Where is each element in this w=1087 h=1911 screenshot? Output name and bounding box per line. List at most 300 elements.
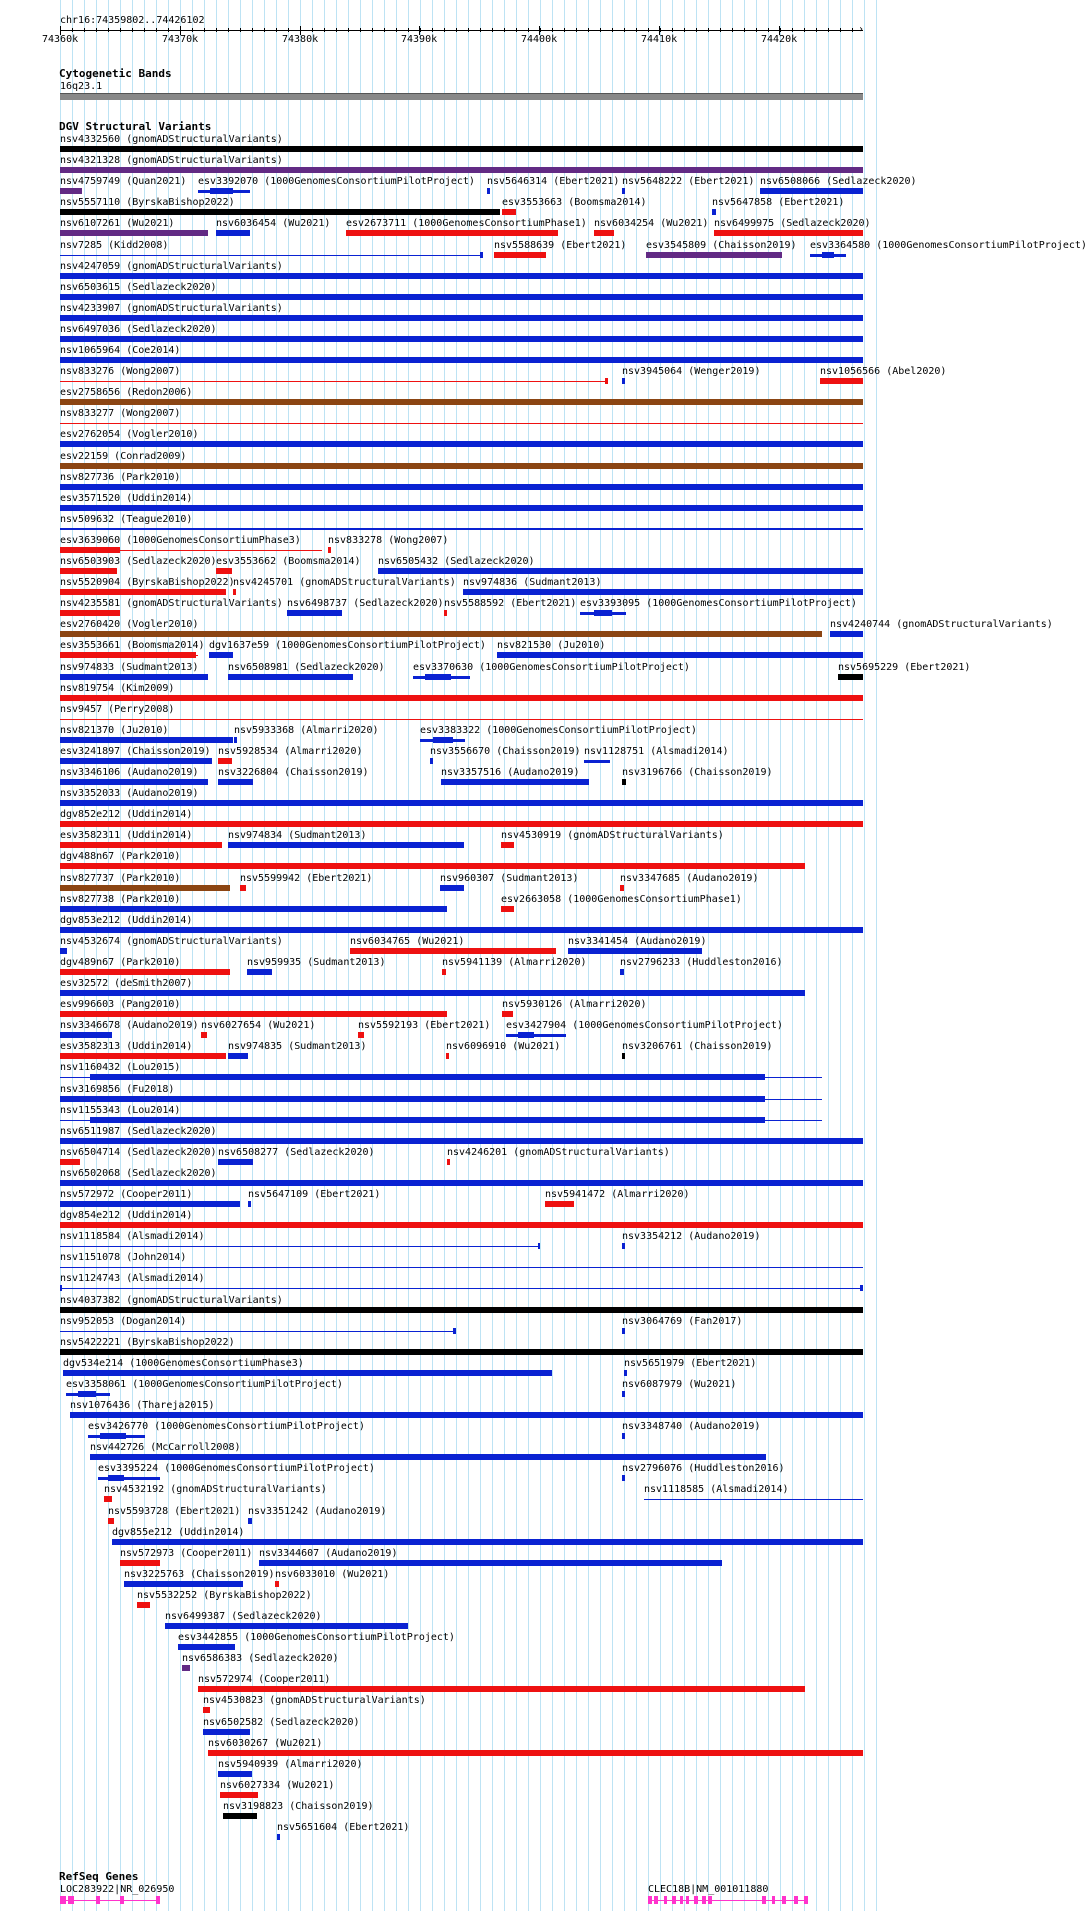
variant-label[interactable]: nsv6503903 (Sedlazeck2020)	[60, 556, 217, 567]
variant-bar[interactable]	[622, 779, 626, 785]
variant-label[interactable]: nsv1155343 (Lou2014)	[60, 1105, 181, 1116]
variant-bar[interactable]	[90, 1454, 766, 1460]
variant-label[interactable]: esv32572 (deSmith2007)	[60, 978, 193, 989]
variant-bar[interactable]	[346, 230, 558, 236]
variant-bar[interactable]	[60, 568, 117, 574]
variant-label[interactable]: esv3395224 (1000GenomesConsortiumPilotProject)	[98, 1463, 375, 1474]
gene-exon[interactable]	[708, 1896, 712, 1904]
variant-label[interactable]: nsv509632 (Teague2010)	[60, 514, 193, 525]
variant-bar[interactable]	[506, 1034, 566, 1037]
variant-bar[interactable]	[545, 1201, 574, 1207]
variant-bar[interactable]	[216, 568, 232, 574]
variant-label[interactable]: nsv6027654 (Wu2021)	[201, 1020, 316, 1031]
variant-bar[interactable]	[430, 758, 433, 764]
variant-label[interactable]: nsv974836 (Sudmant2013)	[463, 577, 602, 588]
variant-bar[interactable]	[60, 1201, 240, 1207]
variant-bar[interactable]	[220, 1792, 258, 1798]
variant-label[interactable]: nsv6504714 (Sedlazeck2020)	[60, 1147, 217, 1158]
variant-bar[interactable]	[60, 423, 863, 424]
variant-bar[interactable]	[425, 674, 451, 680]
variant-bar[interactable]	[60, 315, 863, 321]
variant-bar[interactable]	[60, 1138, 863, 1144]
variant-bar[interactable]	[568, 948, 702, 954]
variant-bar[interactable]	[60, 441, 863, 447]
variant-label[interactable]: nsv5940939 (Almarri2020)	[218, 1759, 363, 1770]
variant-label[interactable]: dgv853e212 (Uddin2014)	[60, 915, 193, 926]
variant-bar[interactable]	[247, 969, 272, 975]
variant-bar[interactable]	[60, 842, 222, 848]
variant-label[interactable]: esv22159 (Conrad2009)	[60, 451, 187, 462]
variant-label[interactable]: nsv5592193 (Ebert2021)	[358, 1020, 491, 1031]
variant-bar[interactable]	[605, 378, 608, 384]
variant-bar[interactable]	[584, 760, 610, 763]
gene-exon[interactable]	[120, 1896, 124, 1904]
variant-bar[interactable]	[463, 589, 863, 595]
variant-bar[interactable]	[218, 779, 253, 785]
variant-label[interactable]: nsv7285 (Kidd2008)	[60, 240, 169, 251]
variant-bar[interactable]	[201, 1032, 207, 1038]
variant-bar[interactable]	[60, 381, 608, 382]
gene-exon[interactable]	[794, 1896, 798, 1904]
variant-label[interactable]: nsv821530 (Ju2010)	[497, 640, 606, 651]
variant-label[interactable]: nsv1151078 (John2014)	[60, 1252, 187, 1263]
refseq-gene-label-clec18b[interactable]: CLEC18B|NM_001011880	[648, 1884, 769, 1895]
variant-bar[interactable]	[203, 1729, 250, 1735]
variant-bar[interactable]	[624, 1370, 627, 1376]
variant-label[interactable]: nsv5930126 (Almarri2020)	[502, 999, 647, 1010]
variant-bar[interactable]	[60, 589, 226, 595]
variant-label[interactable]: nsv6502068 (Sedlazeck2020)	[60, 1168, 217, 1179]
gene-exon[interactable]	[680, 1896, 683, 1904]
variant-label[interactable]: nsv6027334 (Wu2021)	[220, 1780, 335, 1791]
variant-bar[interactable]	[622, 1053, 625, 1059]
variant-bar[interactable]	[60, 146, 863, 152]
variant-bar[interactable]	[90, 1117, 765, 1123]
variant-label[interactable]: nsv3556670 (Chaisson2019)	[430, 746, 581, 757]
variant-bar[interactable]	[538, 1243, 540, 1249]
variant-label[interactable]: nsv1128751 (Alsmadi2014)	[584, 746, 729, 757]
variant-bar[interactable]	[216, 230, 250, 236]
variant-label[interactable]: dgv855e212 (Uddin2014)	[112, 1527, 245, 1538]
variant-bar[interactable]	[646, 252, 782, 258]
variant-label[interactable]: nsv5557110 (ByrskaBishop2022)	[60, 197, 235, 208]
variant-label[interactable]: nsv960307 (Sudmant2013)	[440, 873, 579, 884]
variant-bar[interactable]	[820, 378, 863, 384]
variant-bar[interactable]	[378, 568, 863, 574]
variant-bar[interactable]	[60, 1307, 863, 1313]
variant-label[interactable]: nsv2796233 (Huddleston2016)	[620, 957, 783, 968]
variant-label[interactable]: nsv6499975 (Sedlazeck2020)	[714, 218, 871, 229]
variant-label[interactable]: esv996603 (Pang2010)	[60, 999, 181, 1010]
variant-bar[interactable]	[248, 1201, 251, 1207]
variant-bar[interactable]	[60, 357, 863, 363]
variant-bar[interactable]	[60, 631, 822, 637]
variant-bar[interactable]	[60, 1267, 863, 1268]
variant-label[interactable]: nsv572973 (Cooper2011)	[120, 1548, 253, 1559]
variant-bar[interactable]	[60, 1011, 447, 1017]
variant-bar[interactable]	[501, 842, 514, 848]
variant-bar[interactable]	[63, 1370, 552, 1376]
variant-bar[interactable]	[60, 167, 863, 173]
variant-bar[interactable]	[487, 188, 490, 194]
variant-bar[interactable]	[441, 779, 589, 785]
variant-bar[interactable]	[60, 610, 120, 616]
variant-bar[interactable]	[440, 885, 464, 891]
variant-label[interactable]: nsv5520904 (ByrskaBishop2022)	[60, 577, 235, 588]
variant-bar[interactable]	[644, 1499, 863, 1500]
variant-bar[interactable]	[259, 1560, 722, 1566]
variant-label[interactable]: esv3553662 (Boomsma2014)	[216, 556, 361, 567]
variant-bar[interactable]	[622, 1391, 625, 1397]
variant-label[interactable]: nsv6502582 (Sedlazeck2020)	[203, 1717, 360, 1728]
variant-label[interactable]: nsv5651979 (Ebert2021)	[624, 1358, 757, 1369]
variant-label[interactable]: nsv6096910 (Wu2021)	[446, 1041, 561, 1052]
variant-label[interactable]: nsv5646314 (Ebert2021)	[487, 176, 620, 187]
variant-bar[interactable]	[480, 252, 483, 258]
variant-bar[interactable]	[60, 1246, 540, 1247]
variant-bar[interactable]	[228, 1053, 248, 1059]
variant-label[interactable]: nsv9457 (Perry2008)	[60, 704, 175, 715]
gene-exon[interactable]	[664, 1896, 667, 1904]
variant-label[interactable]: nsv5941139 (Almarri2020)	[442, 957, 587, 968]
variant-bar[interactable]	[60, 800, 863, 806]
variant-label[interactable]: nsv5593728 (Ebert2021)	[108, 1506, 241, 1517]
variant-bar[interactable]	[60, 885, 230, 891]
variant-label[interactable]: nsv4759749 (Quan2021)	[60, 176, 187, 187]
variant-bar[interactable]	[518, 1032, 534, 1038]
gene-exon[interactable]	[96, 1896, 100, 1904]
variant-label[interactable]: nsv819754 (Kim2009)	[60, 683, 175, 694]
variant-bar[interactable]	[60, 399, 863, 405]
variant-label[interactable]: nsv3352033 (Audano2019)	[60, 788, 199, 799]
variant-bar[interactable]	[287, 610, 342, 616]
variant-label[interactable]: nsv3346106 (Audano2019)	[60, 767, 199, 778]
variant-bar[interactable]	[444, 610, 447, 616]
variant-bar[interactable]	[60, 1288, 863, 1289]
variant-label[interactable]: nsv5588592 (Ebert2021)	[444, 598, 577, 609]
variant-label[interactable]: nsv827736 (Park2010)	[60, 472, 181, 483]
variant-label[interactable]: esv3442855 (1000GenomesConsortiumPilotProject)	[178, 1632, 455, 1643]
variant-bar[interactable]	[60, 255, 483, 256]
variant-label[interactable]: nsv4321328 (gnomADStructuralVariants)	[60, 155, 283, 166]
variant-bar[interactable]	[760, 188, 863, 194]
variant-label[interactable]: nsv5647109 (Ebert2021)	[248, 1189, 381, 1200]
variant-bar[interactable]	[234, 737, 237, 743]
variant-bar[interactable]	[223, 1813, 257, 1819]
variant-label[interactable]: nsv4246201 (gnomADStructuralVariants)	[447, 1147, 670, 1158]
variant-bar[interactable]	[100, 1433, 126, 1439]
gene-exon[interactable]	[654, 1896, 658, 1904]
variant-label[interactable]: esv2760420 (Vogler2010)	[60, 619, 199, 630]
variant-label[interactable]: esv3553663 (Boomsma2014)	[502, 197, 647, 208]
variant-bar[interactable]	[60, 463, 863, 469]
variant-label[interactable]: nsv6508066 (Sedlazeck2020)	[760, 176, 917, 187]
variant-bar[interactable]	[60, 863, 805, 869]
variant-label[interactable]: dgv489n67 (Park2010)	[60, 957, 181, 968]
variant-label[interactable]: nsv3351242 (Audano2019)	[248, 1506, 387, 1517]
variant-bar[interactable]	[60, 188, 82, 194]
variant-bar[interactable]	[358, 1032, 364, 1038]
variant-bar[interactable]	[60, 652, 196, 658]
variant-bar[interactable]	[60, 1053, 226, 1059]
variant-bar[interactable]	[60, 336, 863, 342]
variant-bar[interactable]	[60, 209, 500, 215]
variant-label[interactable]: nsv5941472 (Almarri2020)	[545, 1189, 690, 1200]
variant-label[interactable]: dgv854e212 (Uddin2014)	[60, 1210, 193, 1221]
variant-label[interactable]: nsv4332560 (gnomADStructuralVariants)	[60, 134, 283, 145]
variant-bar[interactable]	[218, 1159, 253, 1165]
variant-label[interactable]: nsv4532674 (gnomADStructuralVariants)	[60, 936, 283, 947]
variant-bar[interactable]	[830, 631, 863, 637]
variant-label[interactable]: esv3370630 (1000GenomesConsortiumPilotProject)	[413, 662, 690, 673]
variant-bar[interactable]	[90, 1074, 765, 1080]
variant-bar[interactable]	[622, 378, 625, 384]
variant-bar[interactable]	[714, 230, 863, 236]
variant-bar[interactable]	[248, 1518, 252, 1524]
variant-label[interactable]: esv2762054 (Vogler2010)	[60, 429, 199, 440]
variant-bar[interactable]	[209, 652, 233, 658]
variant-label[interactable]: nsv572974 (Cooper2011)	[198, 1674, 331, 1685]
variant-bar[interactable]	[124, 1581, 243, 1587]
refseq-gene-label-loc283922[interactable]: LOC283922|NR_026950	[60, 1884, 175, 1895]
variant-bar[interactable]	[433, 737, 453, 743]
variant-bar[interactable]	[838, 674, 863, 680]
variant-bar[interactable]	[60, 230, 208, 236]
variant-label[interactable]: nsv6503615 (Sedlazeck2020)	[60, 282, 217, 293]
variant-label[interactable]: nsv3341454 (Audano2019)	[568, 936, 707, 947]
variant-label[interactable]: esv3383322 (1000GenomesConsortiumPilotProject)	[420, 725, 697, 736]
variant-bar[interactable]	[60, 779, 208, 785]
variant-label[interactable]: esv2663058 (1000GenomesConsortiumPhase1)	[501, 894, 742, 905]
ruler[interactable]	[0, 22, 890, 52]
gene-exon[interactable]	[772, 1896, 775, 1904]
variant-label[interactable]: nsv3354212 (Audano2019)	[622, 1231, 761, 1242]
gene-exon[interactable]	[672, 1896, 676, 1904]
variant-label[interactable]: nsv3226804 (Chaisson2019)	[218, 767, 369, 778]
variant-bar[interactable]	[60, 948, 67, 954]
variant-label[interactable]: nsv4037382 (gnomADStructuralVariants)	[60, 1295, 283, 1306]
variant-label[interactable]: esv3545809 (Chaisson2019)	[646, 240, 797, 251]
variant-bar[interactable]	[60, 484, 863, 490]
variant-label[interactable]: esv3582311 (Uddin2014)	[60, 830, 193, 841]
variant-bar[interactable]	[60, 906, 447, 912]
variant-bar[interactable]	[60, 273, 863, 279]
variant-label[interactable]: nsv821370 (Ju2010)	[60, 725, 169, 736]
variant-bar[interactable]	[60, 821, 863, 827]
variant-label[interactable]: esv3553661 (Boomsma2014)	[60, 640, 205, 651]
variant-bar[interactable]	[60, 695, 863, 701]
variant-bar[interactable]	[60, 927, 863, 933]
variant-bar[interactable]	[60, 1331, 456, 1332]
variant-label[interactable]: esv3639060 (1000GenomesConsortiumPhase3)	[60, 535, 301, 546]
variant-bar[interactable]	[442, 969, 446, 975]
variant-label[interactable]: nsv3225763 (Chaisson2019)	[124, 1569, 275, 1580]
variant-label[interactable]: nsv6034765 (Wu2021)	[350, 936, 465, 947]
variant-bar[interactable]	[178, 1644, 235, 1650]
variant-label[interactable]: nsv3347685 (Audano2019)	[620, 873, 759, 884]
variant-bar[interactable]	[60, 528, 863, 530]
variant-bar[interactable]	[594, 610, 612, 616]
variant-label[interactable]: nsv5422221 (ByrskaBishop2022)	[60, 1337, 235, 1348]
variant-bar[interactable]	[60, 1096, 765, 1102]
variant-bar[interactable]	[502, 209, 516, 215]
variant-bar[interactable]	[240, 885, 246, 891]
variant-label[interactable]: nsv1124743 (Alsmadi2014)	[60, 1273, 205, 1284]
variant-bar[interactable]	[277, 1834, 280, 1840]
variant-label[interactable]: dgv488n67 (Park2010)	[60, 851, 181, 862]
gene-exon[interactable]	[804, 1896, 808, 1904]
variant-bar[interactable]	[228, 674, 353, 680]
variant-label[interactable]: esv3392070 (1000GenomesConsortiumPilotProject)	[198, 176, 475, 187]
variant-label[interactable]: nsv6508277 (Sedlazeck2020)	[218, 1147, 375, 1158]
variant-label[interactable]: nsv3945064 (Wenger2019)	[622, 366, 761, 377]
variant-bar[interactable]	[60, 990, 805, 996]
variant-bar[interactable]	[70, 1412, 863, 1418]
variant-label[interactable]: nsv833277 (Wong2007)	[60, 408, 181, 419]
variant-label[interactable]: esv3241897 (Chaisson2019)	[60, 746, 211, 757]
variant-label[interactable]: nsv3344607 (Audano2019)	[259, 1548, 398, 1559]
variant-bar[interactable]	[120, 1560, 160, 1566]
variant-bar[interactable]	[78, 1391, 96, 1397]
variant-label[interactable]: nsv6498737 (Sedlazeck2020)	[287, 598, 444, 609]
variant-bar[interactable]	[198, 1686, 805, 1692]
variant-label[interactable]: nsv974834 (Sudmant2013)	[228, 830, 367, 841]
gene-exon[interactable]	[648, 1896, 652, 1904]
variant-label[interactable]: nsv4532192 (gnomADStructuralVariants)	[104, 1484, 327, 1495]
gene-exon[interactable]	[762, 1896, 766, 1904]
variant-bar[interactable]	[622, 1328, 625, 1334]
variant-label[interactable]: nsv6511987 (Sedlazeck2020)	[60, 1126, 217, 1137]
variant-bar[interactable]	[502, 1011, 513, 1017]
gene-exon[interactable]	[702, 1896, 706, 1904]
variant-label[interactable]: nsv6499387 (Sedlazeck2020)	[165, 1611, 322, 1622]
variant-bar[interactable]	[165, 1623, 408, 1629]
variant-bar[interactable]	[446, 1053, 449, 1059]
variant-bar[interactable]	[60, 547, 120, 553]
variant-bar[interactable]	[60, 1159, 80, 1165]
variant-bar[interactable]	[182, 1665, 190, 1671]
variant-bar[interactable]	[620, 885, 624, 891]
variant-bar[interactable]	[350, 948, 556, 954]
variant-label[interactable]: esv3364580 (1000GenomesConsortiumPilotProject)	[810, 240, 1087, 251]
variant-bar[interactable]	[860, 1285, 863, 1291]
variant-bar[interactable]	[60, 1222, 863, 1228]
variant-label[interactable]: nsv6033010 (Wu2021)	[275, 1569, 390, 1580]
variant-label[interactable]: nsv1160432 (Lou2015)	[60, 1062, 181, 1073]
variant-bar[interactable]	[494, 252, 546, 258]
variant-label[interactable]: nsv959935 (Sudmant2013)	[247, 957, 386, 968]
variant-label[interactable]: nsv5651604 (Ebert2021)	[277, 1822, 410, 1833]
variant-bar[interactable]	[453, 1328, 456, 1334]
variant-bar[interactable]	[60, 758, 212, 764]
variant-label[interactable]: nsv1118584 (Alsmadi2014)	[60, 1231, 205, 1242]
variant-bar[interactable]	[622, 1475, 625, 1481]
variant-label[interactable]: nsv6087979 (Wu2021)	[622, 1379, 737, 1390]
gene-exon[interactable]	[156, 1896, 160, 1904]
variant-label[interactable]: nsv3198823 (Chaisson2019)	[223, 1801, 374, 1812]
variant-label[interactable]: nsv974833 (Sudmant2013)	[60, 662, 199, 673]
gene-exon[interactable]	[694, 1896, 698, 1904]
variant-label[interactable]: nsv4245701 (gnomADStructuralVariants)	[233, 577, 456, 588]
variant-label[interactable]: nsv6586383 (Sedlazeck2020)	[182, 1653, 339, 1664]
variant-label[interactable]: nsv3357516 (Audano2019)	[441, 767, 580, 778]
variant-label[interactable]: nsv5928534 (Almarri2020)	[218, 746, 363, 757]
gene-exon[interactable]	[68, 1896, 74, 1904]
variant-label[interactable]: nsv5648222 (Ebert2021)	[622, 176, 755, 187]
variant-label[interactable]: nsv5647858 (Ebert2021)	[712, 197, 845, 208]
gene-exon[interactable]	[782, 1896, 786, 1904]
variant-label[interactable]: esv3393095 (1000GenomesConsortiumPilotProject)	[580, 598, 857, 609]
variant-label[interactable]: nsv3206761 (Chaisson2019)	[622, 1041, 773, 1052]
variant-label[interactable]: nsv6107261 (Wu2021)	[60, 218, 175, 229]
variant-label[interactable]: nsv1056566 (Abel2020)	[820, 366, 947, 377]
variant-bar[interactable]	[108, 1475, 124, 1481]
variant-label[interactable]: esv3426770 (1000GenomesConsortiumPilotProject)	[88, 1421, 365, 1432]
variant-bar[interactable]	[137, 1602, 150, 1608]
variant-label[interactable]: nsv5588639 (Ebert2021)	[494, 240, 627, 251]
variant-bar[interactable]	[210, 188, 233, 194]
variant-bar[interactable]	[712, 209, 716, 215]
variant-label[interactable]: dgv1637e59 (1000GenomesConsortiumPilotProject)	[209, 640, 486, 651]
variant-bar[interactable]	[501, 906, 514, 912]
variant-label[interactable]: nsv5933368 (Almarri2020)	[234, 725, 379, 736]
variant-label[interactable]: nsv4240744 (gnomADStructuralVariants)	[830, 619, 1053, 630]
variant-bar[interactable]	[328, 547, 331, 553]
variant-label[interactable]: nsv4247059 (gnomADStructuralVariants)	[60, 261, 283, 272]
variant-label[interactable]: esv2673711 (1000GenomesConsortiumPhase1)	[346, 218, 587, 229]
variant-bar[interactable]	[622, 1433, 625, 1439]
variant-bar[interactable]	[104, 1496, 112, 1502]
variant-bar[interactable]	[60, 719, 863, 720]
variant-label[interactable]: nsv952053 (Dogan2014)	[60, 1316, 187, 1327]
variant-bar[interactable]	[208, 1750, 863, 1756]
variant-label[interactable]: nsv3348740 (Audano2019)	[622, 1421, 761, 1432]
variant-bar[interactable]	[60, 294, 863, 300]
variant-bar[interactable]	[228, 842, 464, 848]
variant-label[interactable]: esv2758656 (Redon2006)	[60, 387, 193, 398]
variant-bar[interactable]	[60, 969, 230, 975]
variant-label[interactable]: nsv6505432 (Sedlazeck2020)	[378, 556, 535, 567]
variant-label[interactable]: nsv4530823 (gnomADStructuralVariants)	[203, 1695, 426, 1706]
gene-exon[interactable]	[60, 1896, 66, 1904]
variant-label[interactable]: nsv4233907 (gnomADStructuralVariants)	[60, 303, 283, 314]
variant-label[interactable]: nsv827737 (Park2010)	[60, 873, 181, 884]
variant-label[interactable]: nsv4530919 (gnomADStructuralVariants)	[501, 830, 724, 841]
variant-bar[interactable]	[60, 505, 863, 511]
variant-bar[interactable]	[622, 1243, 625, 1249]
variant-bar[interactable]	[218, 1771, 252, 1777]
variant-label[interactable]: nsv3169856 (Fu2018)	[60, 1084, 175, 1095]
variant-label[interactable]: nsv1076436 (Thareja2015)	[70, 1400, 215, 1411]
variant-bar[interactable]	[60, 674, 208, 680]
variant-bar[interactable]	[108, 1518, 114, 1524]
variant-label[interactable]: nsv827738 (Park2010)	[60, 894, 181, 905]
variant-bar[interactable]	[112, 1539, 863, 1545]
variant-bar[interactable]	[822, 252, 834, 258]
gene-exon[interactable]	[686, 1896, 689, 1904]
variant-label[interactable]: nsv1118585 (Alsmadi2014)	[644, 1484, 789, 1495]
variant-label[interactable]: nsv974835 (Sudmant2013)	[228, 1041, 367, 1052]
variant-bar[interactable]	[447, 1159, 450, 1165]
variant-label[interactable]: dgv534e214 (1000GenomesConsortiumPhase3)	[63, 1358, 304, 1369]
variant-bar[interactable]	[218, 758, 232, 764]
variant-label[interactable]: nsv3196766 (Chaisson2019)	[622, 767, 773, 778]
variant-bar[interactable]	[60, 1349, 863, 1355]
variant-label[interactable]: esv3427904 (1000GenomesConsortiumPilotProject)	[506, 1020, 783, 1031]
variant-label[interactable]: nsv1065964 (Coe2014)	[60, 345, 181, 356]
variant-bar[interactable]	[594, 230, 614, 236]
variant-label[interactable]: nsv833278 (Wong2007)	[328, 535, 449, 546]
